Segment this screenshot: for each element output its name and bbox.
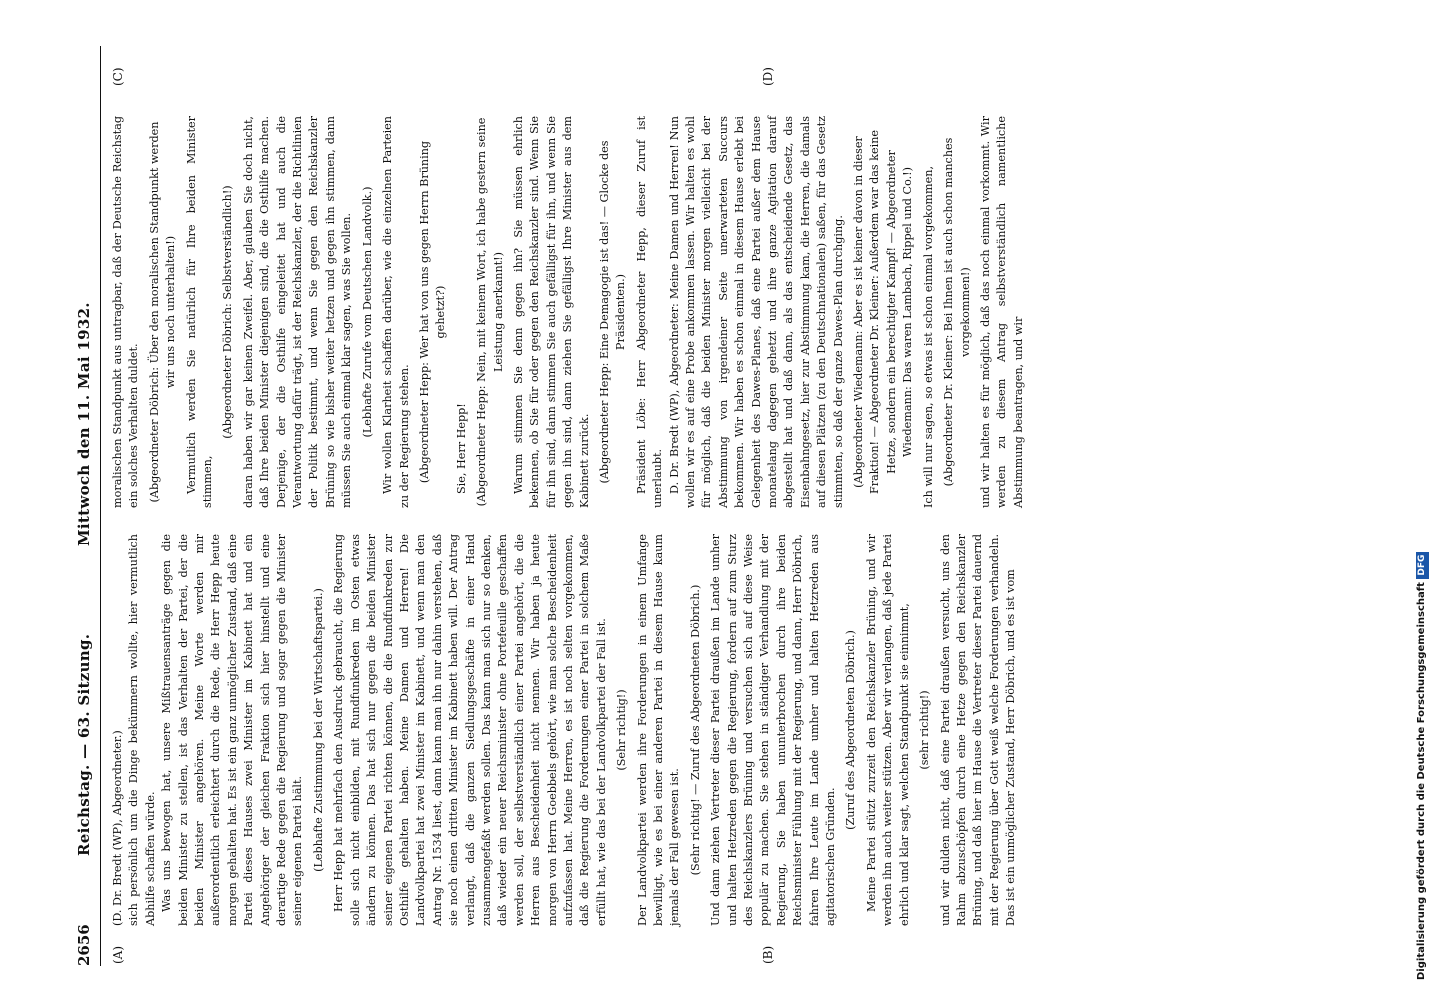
- header-date: Mittwoch den 11. Mai 1932.: [75, 302, 93, 546]
- interjection: (Abgeordneter Hepp: Eine Demagogie ist das! — Glocke des Präsidenten.): [597, 140, 628, 484]
- credit-text: Digitalisierung gefördert durch die Deutsche Forschungsgemeinschaft: [1416, 582, 1427, 980]
- paragraph: Herr Hepp hat mehrfach den Ausdruck gebraucht, die Regierung solle sich nicht einbilden, mit Rundfunkreden im Osten etwas ändern zu können. Das hat sich nur gegen die beiden Minister seiner eigenen Partei richten können, die die Rundfunkreden zur Osthilfe gehalten haben. Meine Damen und Herren! Die Landvolkpartei hat zwei Minister im Kabinett, und wenn man den Antrag Nr. 1534 liest, dann kann man ihn nur dahin verstehen, daß sie noch einen dritten Minister im Kabinett haben will. Der Antrag verlangt, daß die ganzen Siedlungsgeschäfte in einer Hand zusammengefaßt werden sollen. Das kann man sich nur so denken, daß wieder ein neuer Reichsminister ohne Portefeuille geschaffen werden soll, der selbstverständlich einer Partei angehört, die die Herren aus Bescheidenheit nicht nennen. Wir haben ja heute morgen von Herrn Goebbels gehört, wie man solche Bescheidenheit aufzufassen hat. Meine Herren, es ist noch selten vorgekommen, daß die Regierung die Forderungen einer Partei in solchem Maße erfüllt hat, wie das bei der Landvolkpartei der Fall ist.: [332, 534, 608, 926]
- interjection: (Abgeordneter Döbrich: Über den moralischen Standpunkt werden wir uns noch unterhalten!): [147, 121, 178, 503]
- interjection: (Abgeordneter Wiedemann: Aber es ist keiner davon in dieser Fraktion! — Abgeordneter Dr. Kleiner: Außerdem war das keine Hetze, sondern ein berechtigter Kampf! — Abgeordneter Wiedemann: Das waren Lambach, Rippel und Co.!): [852, 129, 915, 495]
- paragraph: Und dann ziehen Vertreter dieser Partei draußen im Lande umher und halten Hetzreden gegen die Regierung, fordern auf zum Sturz des Reichskanzlers Brüning und versuchen sich auf diese Weise populär zu machen. Sie stehen in ständiger Verhandlung mit der Regierung, Sie haben ununterbrochen durch ihre beiden Reichsminister Fühlung mit der Regierung, und dann, Herr Döbrich, fahren Ihre Leute im Lande umher und halten Hetzreden aus agitatorischen Gründen.: [709, 534, 838, 926]
- paragraph: D. Dr. Bredt (WP), Abgeordneter: Meine Damen und Herren! Nun wollen wir es auf eine Probe ankommen lassen. Wir halten es wohl für möglich, daß die beiden Minister morgen vielleicht bei der Abstimmung von irgendeiner Seite unerwarteten Succurs bekommen. Wir haben es schon einmal in diesem Hause erlebt bei Gelegenheit des Dawes-Planes, daß eine Partei außer dem Hause monatelang dagegen gehetzt und ihre ganze Agitation darauf abgestellt hat und daß dann, als das entscheidende Gesetz, das Eisenbahngesetz, hier zur Abstimmung kam, die Herren, die damals auf diesen Plätzen (zu den Deutschnationalen) saßen, für das Gesetz stimmten, so daß der ganze Dawes-Plan durchging.: [667, 116, 845, 508]
- interjection: (Lebhafte Zustimmung bei der Wirtschaftspartei.): [311, 588, 325, 872]
- interjection: (sehr richtig!): [918, 690, 932, 770]
- interjection: (Sehr richtig!): [615, 689, 629, 771]
- paragraph: Vermutlich werden Sie natürlich für Ihre beiden Minister stimmen,: [184, 116, 215, 508]
- digitization-credit: [1412, 10, 1432, 990]
- paragraph: Der Landvolkpartei werden ihre Forderungen in einem Umfange bewilligt, wie es bei einer anderen Partei in diesem Hause kaum jemals der Fall gewesen ist.: [635, 534, 682, 926]
- paragraph: (D. Dr. Bredt (WP), Abgeordneter.): [111, 730, 124, 926]
- paragraph: und wir halten es für möglich, daß das noch einmal vorkommt. Wir werden zu diesem Antrag selbstverständlich namentliche Abstimmung beantragen, und wir: [978, 116, 1025, 508]
- margin-marker-b: (B): [761, 945, 775, 964]
- page: [70, 46, 1410, 966]
- left-column: [110, 534, 1020, 926]
- interjection: (Zuruf des Abgeordneten Döbrich.): [844, 630, 858, 830]
- interjection: (Sehr richtig! — Zuruf des Abgeordneten Döbrich.): [688, 584, 702, 876]
- paragraph: Was uns bewogen hat, unsere Mißtrauensanträge gegen die beiden Minister zu stellen, ist das Verhalten der Partei, der die beiden Minister angehören. Meine Worte werden mir außerordentlich erleichtert durch die Rede, die Herr Hepp heute morgen gehalten hat. Es ist ein ganz unmöglicher Zustand, daß eine Partei dieses Hauses zwei Minister im Kabinett hat und ein Angehöriger der gleichen Fraktion sich hier hinstellt und eine derartige Rede gegen die Regierung und sogar gegen die Minister seiner eigenen Partei hält.: [160, 534, 305, 926]
- page-number: 2656: [75, 924, 93, 966]
- interjection: (Abgeordneter Döbrich: Selbstverständlich!): [221, 185, 235, 439]
- header-title: Reichstag. — 63. Sitzung.: [75, 633, 93, 856]
- paragraph: Wir wollen Klarheit schaffen darüber, wie die einzelnen Parteien zu der Regierung stehen.: [381, 116, 411, 508]
- interjection: (Abgeordneter Dr. Kleiner: Bei Ihnen ist auch schon manches vorgekommen!): [942, 137, 972, 487]
- paragraph: Warum stimmen Sie denn gegen ihn? Sie müssen ehrlich bekennen, ob Sie für oder gegen den Reichskanzler sind. Wenn Sie für ihn sind, dann stimmen Sie auch gefälligst für ihn, und wenn Sie gegen ihn sind, dann ziehen Sie gefälligst Ihre Minister aus dem Kabinett zurück.: [511, 116, 591, 508]
- interjection: (Abgeordneter Hepp: Nein, mit keinem Wort, ich habe gestern seine Leistung anerkannt!): [475, 117, 505, 507]
- paragraph: und wir dulden nicht, daß eine Partei draußen versucht, uns den Rahm abzuschöpfen durch eine Hetze gegen den Reichskanzler Brüning, und daß hier im Hause die Vertreter dieser Partei dauernd mit der Regierung über Gott weiß welche Forderungen verhandeln. Das ist ein unmöglicher Zustand, Herr Döbrich, und es ist vom: [938, 534, 1018, 926]
- paragraph: Meine Partei stützt zurzeit den Reichskanzler Brüning, und wir werden ihn auch weiter stützen. Aber wir verlangen, daß jede Partei ehrlich und klar sagt, welchen Standpunkt sie einnimmt,: [864, 534, 911, 926]
- dfg-logo: DFG: [1416, 552, 1429, 579]
- paragraph: Ich will nur sagen, so etwas ist schon einmal vorgekommen,: [921, 165, 935, 508]
- margin-marker-d: (D): [761, 67, 775, 86]
- margin-marker-a: (A): [111, 945, 125, 964]
- interjection: (Lebhafte Zurufe vom Deutschen Landvolk.): [360, 186, 374, 438]
- paragraph: daran haben wir gar keinen Zweifel. Aber, glauben Sie doch nicht, daß Ihre beiden Minister diejenigen sind, die die Osthilfe machen. Derjenige, der die Osthilfe eingeleitet hat und auch die Verantwortung dafür trägt, ist der Reichskanzler, der die Richtlinien der Politik bestimmt, und wenn Sie gegen den Reichskanzler Brüning so wie bisher weiter hetzen und gegen ihn stimmen, dann müssen Sie auch einmal klar sagen, was Sie wollen.: [241, 116, 354, 508]
- paragraph: Sie, Herr Hepp!: [454, 403, 468, 494]
- paragraph: sich persönlich um die Dinge bekümmern wollte, hier vermutlich Abhilfe schaffen würde.: [127, 534, 157, 926]
- right-column: [110, 116, 1027, 508]
- paragraph: moralischen Standpunkt aus untragbar, daß der Deutsche Reichstag ein solches Verhalten duldet.: [111, 116, 141, 508]
- paragraph: Präsident Löbe: Herr Abgeordneter Hepp, dieser Zuruf ist unerlaubt.: [634, 116, 665, 508]
- running-header: [70, 46, 101, 966]
- margin-marker-c: (C): [111, 67, 125, 86]
- interjection: (Abgeordneter Hepp: Wer hat von uns gegen Herrn Brüning gehetzt?): [417, 140, 448, 484]
